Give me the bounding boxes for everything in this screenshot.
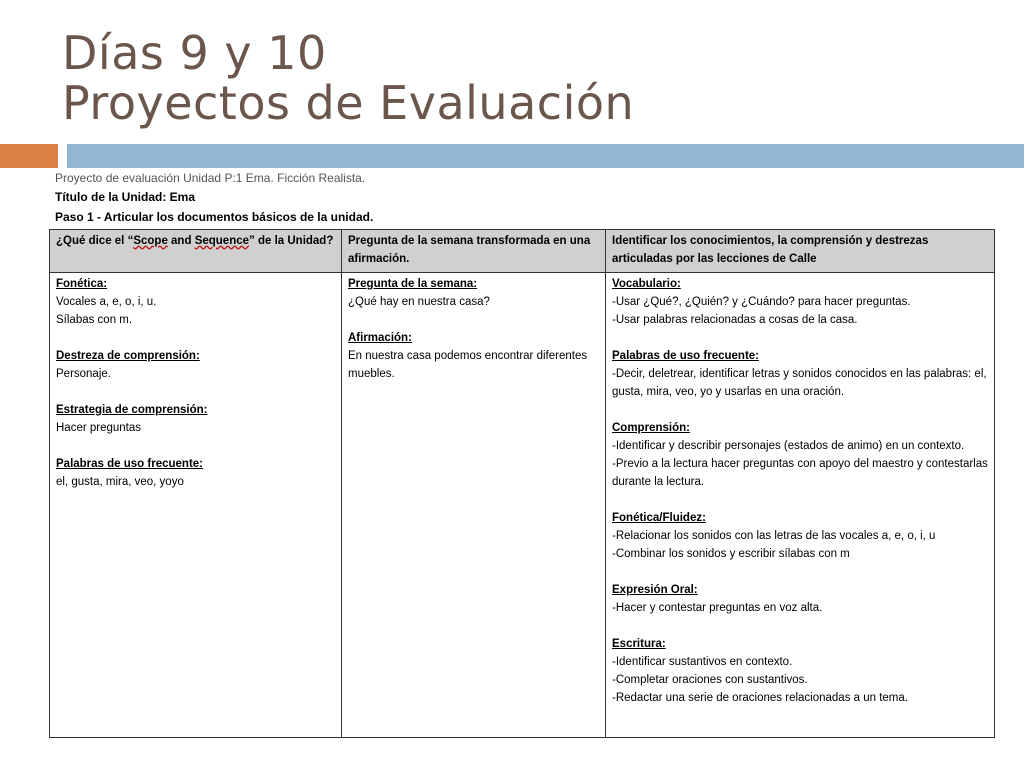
doc-step-title: Paso 1 - Articular los documentos básicos de la unidad.: [55, 210, 374, 224]
destreza-heading: Destreza de comprensión:: [56, 350, 200, 362]
palabras-freq-line-1: -Decir, deletrear, identificar letras y sonidos conocidos en las palabras: el, gusta, mira, veo, yo y usarlas en una oración.: [612, 368, 987, 398]
cell-skills: [606, 273, 995, 738]
table-header-row: [50, 230, 995, 273]
fonetica-fluidez-line-1: -Relacionar los sonidos con las letras de las vocales a, e, o, i, u: [612, 530, 936, 542]
escritura-heading: Escritura:: [612, 638, 666, 650]
palabras-heading: Palabras de uso frecuente:: [56, 458, 203, 470]
vocab-heading: Vocabulario:: [612, 278, 681, 290]
comprension-line-2: -Previo a la lectura hacer preguntas con apoyo del maestro y contestarlas durante la lectura.: [612, 458, 988, 488]
escritura-line-1: -Identificar sustantivos en contexto.: [612, 656, 793, 668]
estrategia-line-1: Hacer preguntas: [56, 422, 142, 434]
palabras-freq-heading: Palabras de uso frecuente:: [612, 350, 759, 362]
escritura-line-2: -Completar oraciones con sustantivos.: [612, 674, 808, 686]
palabras-line-1: el, gusta, mira, veo, yoyo: [56, 476, 184, 488]
cell-question-week: [342, 273, 606, 738]
comprension-line-1: -Identificar y describir personajes (estados de animo) en un contexto.: [612, 440, 965, 452]
fonetica-line-2: Sílabas con m.: [56, 314, 133, 326]
cell-scope-sequence: [50, 273, 342, 738]
escritura-line-3: -Redactar una serie de oraciones relacionadas a un tema.: [612, 692, 908, 704]
expresion-oral-line-1: -Hacer y contestar preguntas en voz alta.: [612, 602, 823, 614]
accent-band-orange: [0, 144, 58, 168]
fonetica-line-1: Vocales a, e, o, i, u.: [56, 296, 157, 308]
slide-title-line1: Días 9 y 10: [62, 26, 327, 80]
expresion-oral-heading: Expresión Oral:: [612, 584, 698, 596]
slide-title-line2: Proyectos de Evaluación: [62, 76, 635, 130]
header-col1: ¿Qué dice el “Scope and Sequence” de la Unidad?: [50, 230, 342, 273]
afirmacion-heading: Afirmación:: [348, 332, 412, 344]
slide-title: [62, 28, 634, 128]
afirmacion-line-1: En nuestra casa podemos encontrar diferentes muebles.: [348, 350, 588, 380]
pregunta-line-1: ¿Qué hay en nuestra casa?: [348, 296, 490, 308]
comprension-heading: Comprensión:: [612, 422, 690, 434]
fonetica-heading: Fonética:: [56, 278, 108, 290]
accent-band-blue: [67, 144, 1024, 168]
table-body-row: [50, 273, 995, 738]
vocab-line-2: -Usar palabras relacionadas a cosas de la casa.: [612, 314, 858, 326]
doc-unit-title: Título de la Unidad: Ema: [55, 190, 196, 204]
fonetica-fluidez-line-2: -Combinar los sonidos y escribir sílabas con m: [612, 548, 850, 560]
destreza-line-1: Personaje.: [56, 368, 111, 380]
estrategia-heading: Estrategia de comprensión:: [56, 404, 208, 416]
fonetica-fluidez-heading: Fonética/Fluidez:: [612, 512, 706, 524]
pregunta-heading: Pregunta de la semana:: [348, 278, 478, 290]
header-col2: Pregunta de la semana transformada en una afirmación.: [342, 230, 606, 273]
evaluation-table: [49, 229, 995, 738]
doc-project-line: Proyecto de evaluación Unidad P:1 Ema. Ficción Realista.: [55, 171, 366, 185]
header-col3: Identificar los conocimientos, la comprensión y destrezas articuladas por las lecciones de Calle: [606, 230, 995, 273]
vocab-line-1: -Usar ¿Qué?, ¿Quién? y ¿Cuándo? para hacer preguntas.: [612, 296, 911, 308]
